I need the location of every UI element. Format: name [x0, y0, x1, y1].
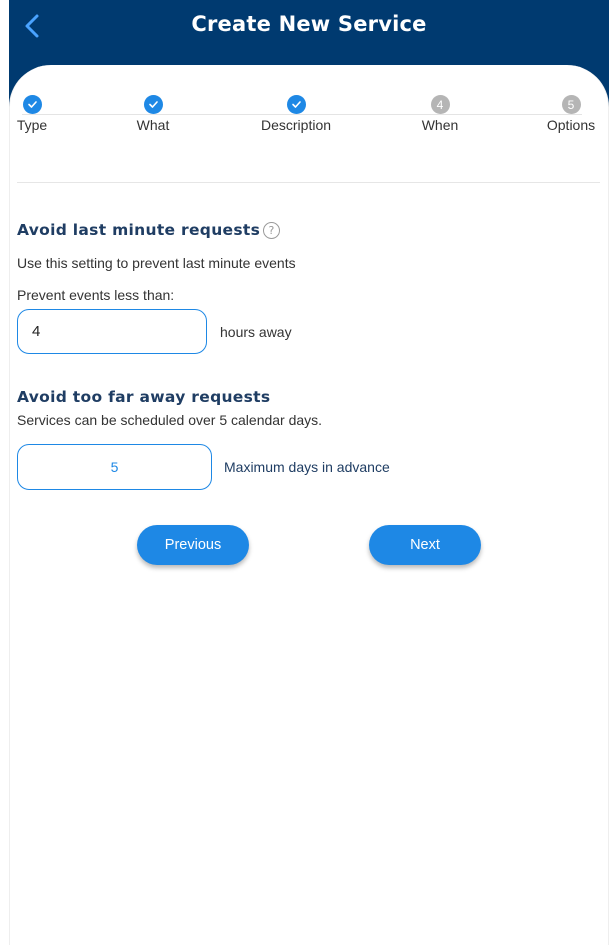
- question-circle-icon[interactable]: ?: [263, 222, 280, 239]
- far-away-description: Services can be scheduled over 5 calendar days.: [17, 412, 323, 428]
- previous-button[interactable]: Previous: [137, 525, 249, 565]
- page-title: Create New Service: [191, 12, 427, 36]
- hours-suffix: hours away: [220, 324, 292, 340]
- last-minute-title: [17, 221, 280, 239]
- step-label: When: [421, 117, 459, 133]
- check-icon: [287, 95, 306, 114]
- days-suffix: Maximum days in advance: [224, 459, 390, 475]
- next-button[interactable]: Next: [369, 525, 481, 565]
- step-number: 4: [431, 95, 450, 114]
- last-minute-title-text: Avoid last minute requests: [17, 221, 261, 239]
- far-away-title: Avoid too far away requests: [17, 388, 271, 406]
- step-number: 5: [562, 95, 581, 114]
- stepper-track: [22, 114, 582, 115]
- prevent-label: Prevent events less than:: [17, 287, 175, 303]
- step-label: Description: [260, 117, 332, 133]
- last-minute-description: Use this setting to prevent last minute events: [17, 255, 296, 271]
- check-icon: [23, 95, 42, 114]
- step-label: Options: [546, 117, 596, 133]
- divider: [17, 182, 600, 183]
- check-icon: [144, 95, 163, 114]
- content-card: [9, 65, 609, 945]
- step-label: Type: [16, 117, 48, 133]
- step-label: What: [136, 117, 170, 133]
- days-input[interactable]: [17, 444, 212, 490]
- hours-input[interactable]: [17, 309, 207, 354]
